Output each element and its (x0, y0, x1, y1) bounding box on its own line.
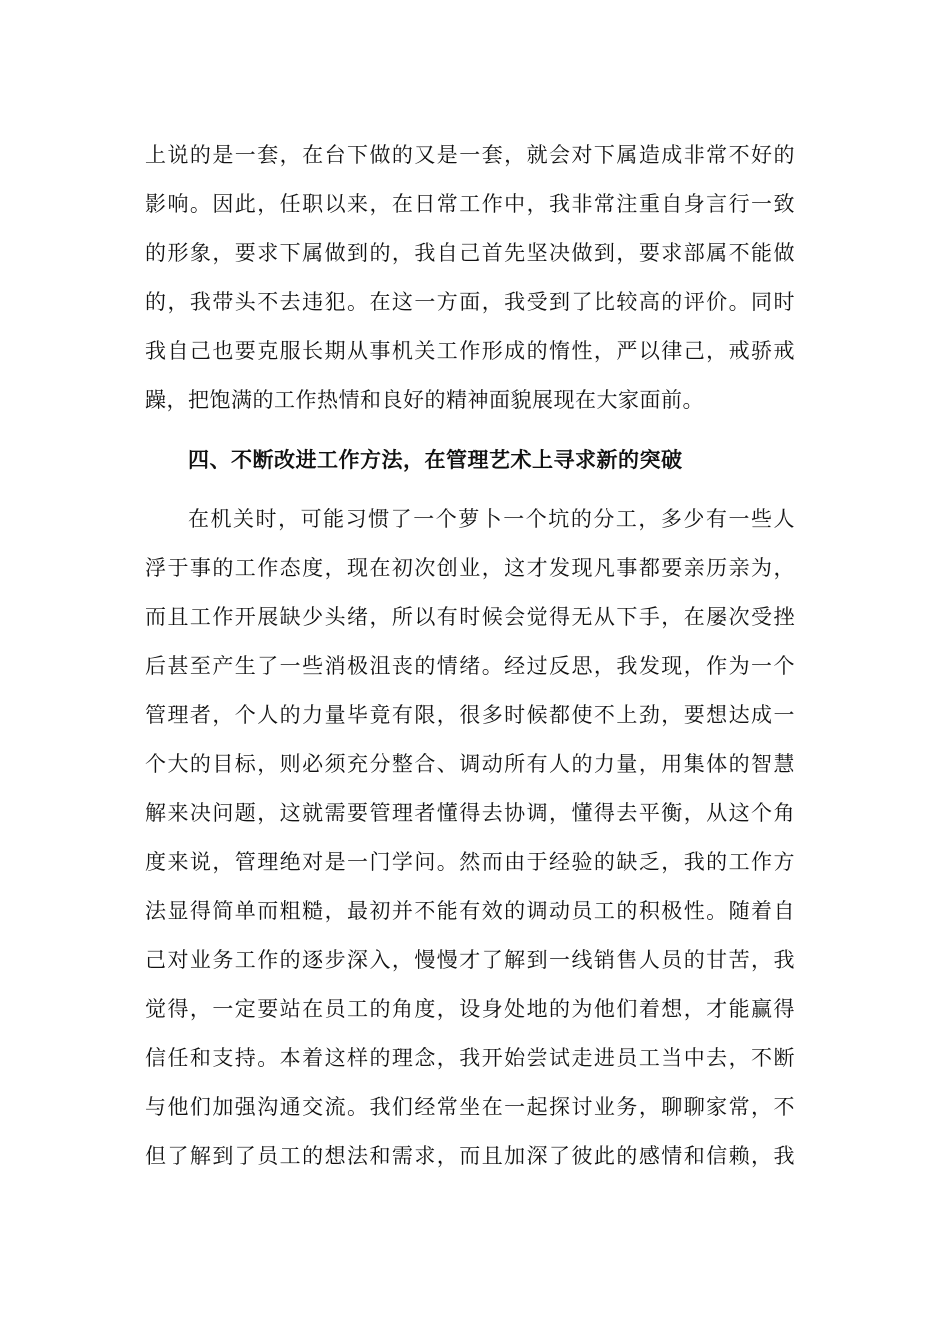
paragraph-line: 解来决问题，这就需要管理者懂得去协调，懂得去平衡，从这个角 (145, 801, 795, 825)
paragraph-line: 觉得，一定要站在员工的角度，设身处地的为他们着想，才能赢得 (145, 997, 795, 1021)
paragraph-line: 个大的目标，则必须充分整合、调动所有人的力量，用集体的智慧 (145, 752, 795, 776)
paragraph-line: 的，我带头不去违犯。在这一方面，我受到了比较高的评价。同时 (145, 290, 795, 314)
paragraph-line: 躁，把饱满的工作热情和良好的精神面貌展现在大家面前。 (145, 388, 704, 412)
paragraph-line: 己对业务工作的逐步深入，慢慢才了解到一线销售人员的甘苦，我 (145, 948, 795, 972)
paragraph-line: 但了解到了员工的想法和需求，而且加深了彼此的感情和信赖，我 (145, 1144, 795, 1168)
paragraph-line: 后甚至产生了一些消极沮丧的情绪。经过反思，我发现，作为一个 (145, 654, 795, 678)
section-heading: 四、不断改进工作方法，在管理艺术上寻求新的突破 (188, 448, 683, 472)
paragraph-line: 的形象，要求下属做到的，我自己首先坚决做到，要求部属不能做 (145, 241, 795, 265)
paragraph-line: 法显得简单而粗糙，最初并不能有效的调动员工的积极性。随着自 (145, 899, 795, 923)
paragraph-line: 与他们加强沟通交流。我们经常坐在一起探讨业务，聊聊家常，不 (145, 1095, 795, 1119)
paragraph-line: 管理者，个人的力量毕竟有限，很多时候都使不上劲，要想达成一 (145, 703, 795, 727)
paragraph-line: 影响。因此，任职以来，在日常工作中，我非常注重自身言行一致 (145, 192, 795, 216)
paragraph-line: 信任和支持。本着这样的理念，我开始尝试走进员工当中去，不断 (145, 1046, 795, 1070)
paragraph-line: 而且工作开展缺少头绪，所以有时候会觉得无从下手，在屡次受挫 (145, 605, 795, 629)
paragraph-line: 在机关时，可能习惯了一个萝卜一个坑的分工，多少有一些人 (188, 507, 795, 531)
paragraph-line: 我自己也要克服长期从事机关工作形成的惰性，严以律己，戒骄戒 (145, 339, 795, 363)
paragraph-line: 度来说，管理绝对是一门学问。然而由于经验的缺乏，我的工作方 (145, 850, 795, 874)
paragraph-line: 浮于事的工作态度，现在初次创业，这才发现凡事都要亲历亲为， (145, 556, 795, 580)
paragraph-line: 上说的是一套，在台下做的又是一套，就会对下属造成非常不好的 (145, 143, 795, 167)
